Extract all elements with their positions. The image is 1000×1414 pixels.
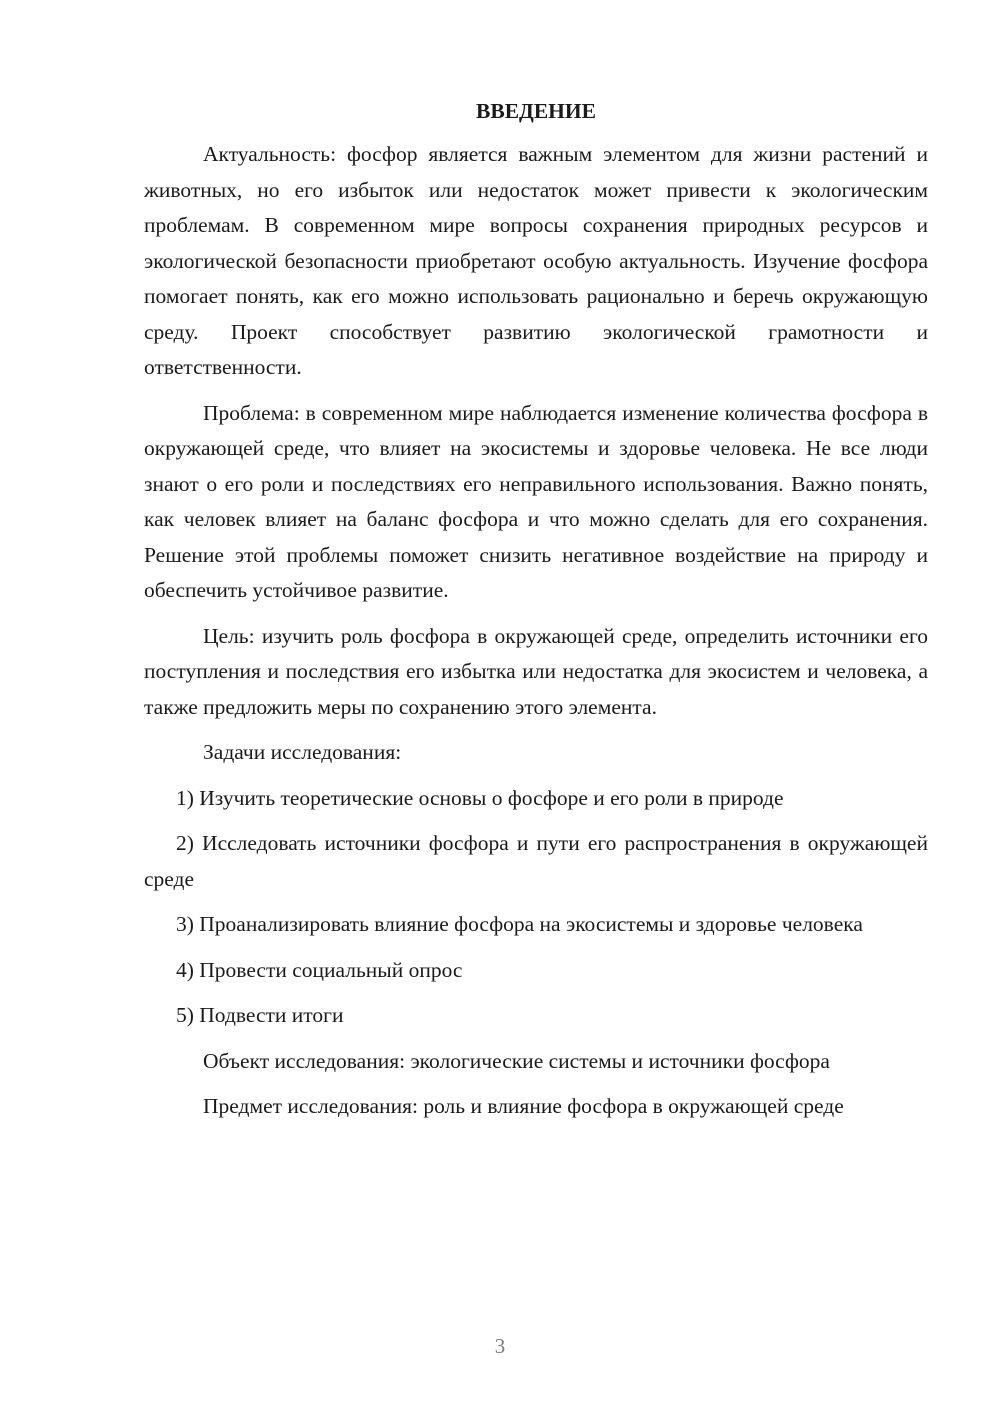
section-heading: ВВЕДЕНИЕ bbox=[476, 99, 596, 123]
tasks-title: Задачи исследования: bbox=[203, 740, 402, 764]
subject-paragraph: Предмет исследования: роль и влияние фосфора в окружающей среде bbox=[203, 1094, 844, 1118]
goal-paragraph: Цель: изучить роль фосфора в окружающей среде, определить источники его поступления и последствия его избытка или недостатка для экосистем и человека, а также предложить меры по сохранению этого элемента. bbox=[144, 623, 928, 719]
object-paragraph: Объект исследования: экологические системы и источники фосфора bbox=[203, 1048, 830, 1073]
relevance-paragraph: Актуальность: фосфор является важным элементом для жизни растений и животных, но его избыток или недостаток может привести к экологическим проблемам. В современном мире вопросы сохранения природных ресурсов и экологической безопасности приобретают особую актуальность. Изучение фосфора помогает понять, как его можно использовать рационально и беречь окружающую среду. Проект способствует развитию экологической грамотности и ответственности. bbox=[144, 142, 928, 379]
page-number: 3 bbox=[494, 1334, 506, 1358]
problem-paragraph: Проблема: в современном мире наблюдается изменение количества фосфора в окружающей среде, что влияет на экосистемы и здоровье человека. Не все люди знают о его роли и последствиях его неправильного использования. Важно понять, как человек влияет на баланс фосфора и что можно сделать для его сохранения. Решение этой проблемы поможет снизить негативное воздействие на природу и обеспечить устойчивое развитие. bbox=[144, 400, 928, 602]
task-item: 2) Исследовать источники фосфора и пути его распространения в окружающей среде bbox=[144, 831, 928, 891]
task-item: 4) Провести социальный опрос bbox=[176, 957, 463, 982]
document-page bbox=[144, 96, 928, 1135]
task-item: 5) Подвести итоги bbox=[176, 1003, 344, 1027]
task-item: 1) Изучить теоретические основы о фосфоре и его роли в природе bbox=[176, 785, 784, 810]
task-item: 3) Проанализировать влияние фосфора на экосистемы и здоровье человека bbox=[176, 912, 863, 936]
